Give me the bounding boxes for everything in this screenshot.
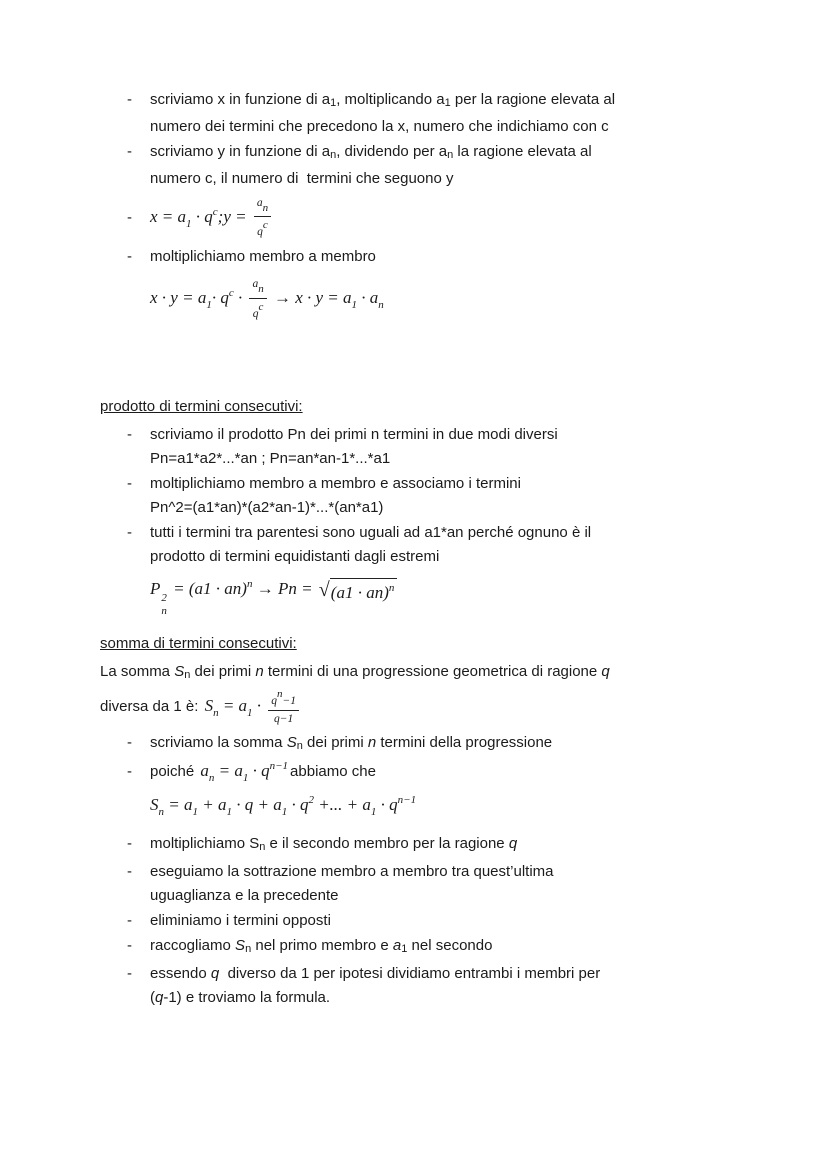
math-superscript: c — [262, 219, 268, 232]
text-run: dei primi — [190, 662, 256, 680]
text-run: q — [257, 226, 263, 239]
text-run: −1 — [282, 694, 297, 707]
text-run: prodotto di termini equidistanti dagli estremi — [150, 548, 440, 566]
text-run: = a — [218, 695, 248, 715]
text-run: numero c, il numero di termini che seguono y — [150, 170, 454, 187]
italic-run: n — [367, 733, 377, 751]
text-run: numero dei termini che precedono la x, numero che indichiamo con c — [150, 118, 609, 135]
italic-run: a — [392, 937, 402, 955]
text-run: eseguiamo la sottrazione membro a membro tra quest’ultima — [150, 863, 554, 881]
text-run: · q + a — [231, 795, 282, 815]
text-run: · q — [287, 795, 309, 815]
math-superscript: n−1 — [269, 759, 289, 772]
bullet-dash: - — [127, 937, 132, 955]
text-run: (a1 · an) — [330, 583, 389, 603]
fraction-denominator — [268, 711, 299, 727]
text-run: Pn=a1*a2*...*an ; Pn=an*an-1*...*a1 — [150, 450, 391, 468]
bullet-text — [150, 521, 738, 569]
text-run: · — [252, 695, 266, 715]
text-run: a — [252, 278, 259, 291]
text-run: + a — [197, 795, 227, 815]
bullet-formula — [150, 192, 738, 244]
math-superscript: c — [228, 287, 234, 300]
bullet-text — [150, 909, 738, 933]
text-run: eliminiamo i termini opposti — [150, 912, 331, 930]
italic-run: S — [235, 937, 246, 955]
math-superscript: 2 — [308, 794, 314, 807]
fraction — [268, 687, 299, 727]
text-run: · a — [357, 288, 379, 308]
text-run: x · y = a — [150, 288, 207, 308]
text-run: Pn^2=(a1*an)*(a2*an-1)*...*(an*a1) — [150, 499, 384, 517]
italic-run: q — [601, 662, 610, 680]
fraction-denominator — [254, 217, 271, 240]
formula-somma-espansa — [150, 793, 738, 820]
fraction-numerator — [249, 277, 266, 298]
subscript: 1 — [330, 97, 337, 109]
text-run: scriviamo la somma — [150, 733, 287, 751]
bullet-poiche — [127, 759, 738, 786]
bullet-dash: - — [127, 863, 132, 881]
text-run: ;y = — [217, 207, 251, 227]
text-run: a — [256, 197, 263, 209]
bullet-dash: - — [127, 475, 132, 493]
bullet-dash: - — [127, 426, 132, 444]
bullet-dash: - — [127, 965, 132, 983]
math-superscript: n — [246, 578, 253, 591]
text-run: scriviamo y in funzione di a — [150, 143, 331, 160]
subscript: 1 — [444, 97, 451, 109]
bullet-text — [150, 472, 738, 520]
bullet-dash: - — [127, 835, 132, 853]
math-superscript: n−1 — [397, 794, 417, 807]
text-run: termini di una progressione geometrica di ragione — [263, 662, 602, 680]
text-run: moltiplichiamo S — [150, 835, 260, 853]
subscript: n — [447, 149, 454, 161]
bullet-scriviamo-somma — [127, 731, 738, 758]
italic-run: S — [286, 733, 297, 751]
text-run: · q — [211, 288, 229, 308]
text-run: q — [252, 307, 259, 320]
bullet-text — [150, 860, 738, 908]
fraction — [249, 277, 266, 321]
formula-prodotto-pn — [150, 577, 738, 617]
subscript: n — [184, 668, 191, 681]
subscript: n — [259, 841, 266, 854]
bullet-text — [150, 962, 738, 1010]
math-superscript: c — [212, 206, 218, 219]
text-run: la ragione elevata al — [453, 143, 592, 160]
text-run: P — [150, 579, 161, 599]
bullet-sottrazione — [127, 860, 738, 908]
text-run: per la ragione elevata al — [450, 91, 616, 108]
text-run: nel secondo — [407, 937, 493, 955]
text-run: · q — [376, 795, 398, 815]
bullet-text — [150, 140, 738, 191]
document-content — [100, 88, 738, 1010]
text-run: S — [204, 695, 214, 715]
text-run: e il secondo membro per la ragione — [265, 835, 509, 853]
bullet-dash: - — [127, 912, 132, 930]
bullet-text — [150, 423, 738, 471]
text-run: = (a1 · an) — [168, 579, 247, 599]
bullet-moltiplichiamo-associamo — [127, 472, 738, 520]
text-run: a — [200, 760, 209, 780]
heading-somma: somma di termini consecutivi: — [100, 634, 297, 652]
subscript: 1 — [401, 943, 408, 956]
bullet-termini-parentesi — [127, 521, 738, 569]
bullet-text — [150, 759, 738, 786]
math-subscript: 1 — [281, 806, 288, 819]
text-run: raccogliamo — [150, 937, 236, 955]
bullet-text — [150, 88, 738, 139]
math-subscript: 1 — [226, 806, 232, 819]
text-run: essendo — [150, 965, 211, 983]
math-subscript: 1 — [351, 299, 358, 312]
bullet-scriviamo-y — [127, 140, 738, 191]
formula-x-y-definizione — [127, 192, 738, 244]
italic-run: n — [255, 662, 264, 680]
stack-superscript: 2 — [161, 592, 167, 605]
text-run: nel primo membro e — [251, 937, 393, 955]
text-run: moltiplichiamo membro a membro — [150, 248, 376, 266]
inline-formula — [200, 759, 289, 784]
text-run: q−1 — [274, 712, 294, 725]
bullet-text — [150, 832, 738, 859]
text-run: diversa da 1 è: — [100, 697, 203, 715]
text-run: +... + a — [313, 795, 371, 815]
text-run: , moltiplicando a — [336, 91, 445, 108]
math-subscript: n — [258, 283, 264, 296]
bullet-dash: - — [127, 209, 132, 227]
bullet-scriviamo-x — [127, 88, 738, 139]
bullet-moltiplichiamo-sn — [127, 832, 738, 859]
sup-sub-stack — [161, 592, 167, 617]
math-subscript: n — [213, 706, 219, 719]
text-run: moltiplichiamo membro a membro e associamo i termini — [150, 475, 521, 493]
bullet-prodotto-due-modi — [127, 423, 738, 471]
math-subscript: 1 — [370, 806, 377, 819]
text-run: S — [150, 795, 159, 815]
math-superscript: n — [277, 687, 283, 700]
radical-sign-icon: √ — [318, 579, 330, 602]
stack-subscript: n — [161, 605, 167, 618]
math-subscript: n — [262, 202, 269, 214]
text-run: scriviamo x in funzione di a — [150, 91, 331, 108]
bullet-dash: - — [127, 733, 132, 751]
text-run: scriviamo il prodotto Pn dei primi n termini in due modi diversi — [150, 426, 558, 444]
text-run: dei primi — [302, 733, 368, 751]
subscript: n — [296, 739, 303, 752]
text-run: = a — [164, 795, 193, 815]
math-subscript: n — [378, 299, 384, 312]
fraction — [254, 196, 271, 240]
subscript: n — [330, 149, 337, 161]
text-run: abbiamo che — [290, 762, 376, 780]
fraction-numerator — [268, 687, 299, 711]
para-somma-definizione — [100, 660, 738, 727]
subscript: n — [245, 943, 252, 956]
math-subscript: 1 — [242, 771, 249, 784]
formula-x-y-prodotto — [150, 277, 738, 321]
text-run: · q — [248, 760, 270, 780]
bullet-raccogliamo — [127, 934, 738, 961]
text-run: diverso da 1 per ipotesi dividiamo entrambi i membri per — [219, 965, 601, 983]
bullet-text — [150, 731, 738, 758]
text-run: , dividendo per a — [336, 143, 448, 160]
radicand — [330, 578, 398, 605]
math-subscript: 1 — [206, 299, 212, 312]
bullet-dash: - — [127, 524, 132, 542]
bullet-dash: - — [127, 762, 132, 780]
inline-formula — [204, 687, 303, 725]
text-run: poiché — [150, 762, 199, 780]
italic-run: S — [174, 662, 185, 680]
text-run: -1) e troviamo la formula. — [163, 989, 331, 1007]
bullet-essendo — [127, 962, 738, 1010]
text-run: = a — [214, 760, 243, 780]
text-run: → x · y = a — [269, 288, 352, 308]
bullet-text — [150, 934, 738, 961]
math-subscript: 1 — [186, 218, 192, 231]
section-gap — [100, 333, 738, 381]
text-run: termini della progressione — [376, 733, 553, 751]
fraction-numerator — [254, 196, 271, 217]
bullet-eliminiamo — [127, 909, 738, 933]
text-run: La somma — [100, 662, 175, 680]
math-subscript: 1 — [192, 806, 198, 819]
text-run: → Pn = — [252, 579, 317, 599]
bullet-moltiplichiamo-membro — [127, 245, 738, 269]
text-run: ( — [150, 989, 155, 1007]
heading-prodotto: prodotto di termini consecutivi: — [100, 398, 303, 416]
text-run: · — [233, 288, 247, 308]
text-run: uguaglianza e la precedente — [150, 887, 339, 905]
math-subscript: n — [158, 806, 164, 819]
bullet-dash: - — [127, 143, 132, 160]
italic-run: q — [508, 835, 518, 853]
bullet-dash: - — [127, 91, 132, 108]
italic-run: q — [155, 989, 164, 1007]
math-subscript: 1 — [247, 706, 253, 719]
math-subscript: n — [208, 771, 215, 784]
math-superscript: c — [258, 300, 264, 313]
bullet-dash: - — [127, 248, 132, 266]
text-run: q — [271, 694, 278, 707]
bullet-text — [150, 245, 738, 269]
italic-run: q — [210, 965, 220, 983]
math-superscript: n — [388, 582, 395, 595]
text-run: · q — [191, 207, 213, 227]
text-run: x = a — [150, 207, 187, 227]
fraction-denominator — [249, 299, 266, 322]
square-root — [319, 578, 398, 605]
text-run: tutti i termini tra parentesi sono uguali ad a1*an perché ognuno è il — [150, 524, 592, 542]
